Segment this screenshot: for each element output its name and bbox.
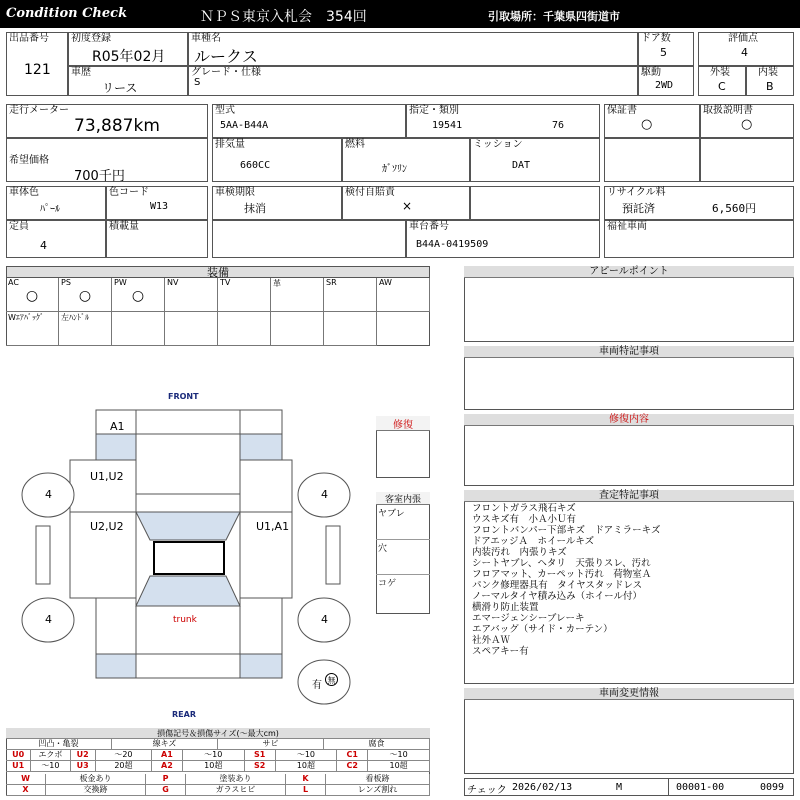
legend-size: ～10: [183, 750, 245, 761]
inspection-label: 車検期限: [215, 187, 255, 198]
recycle-label: リサイクル料: [607, 187, 666, 198]
car-name-value: ルークス: [194, 47, 258, 66]
right-front-door-top: [240, 460, 292, 512]
legend-size: ～10: [368, 750, 430, 761]
desired-price-value: 700千円: [74, 169, 125, 184]
legend-size: 10超: [183, 761, 245, 772]
history-label: 車歴: [71, 67, 91, 78]
legend-meaning: 看板跡: [326, 774, 430, 785]
blank-box-4: [212, 220, 406, 258]
first-reg-value: R05年02月: [92, 49, 166, 65]
equipment-label-2: Wｴｱﾊﾞｯｸﾞ: [8, 313, 44, 322]
equipment-cell: [324, 278, 377, 312]
model-value: 5AA-B44A: [220, 120, 269, 131]
designation-label: 指定・類別: [409, 105, 459, 116]
manual-value: ○: [741, 117, 753, 132]
mission-value: DAT: [512, 160, 531, 171]
legend-code: P: [146, 774, 186, 785]
legend-code: S2: [245, 761, 276, 772]
capacity-label: 定員: [9, 221, 29, 232]
legend-code: L: [286, 785, 326, 796]
inspector-note-line: エマージェンシーブレーキ: [472, 613, 585, 624]
category-value: 76: [552, 120, 565, 131]
equipment-cell: [6, 278, 59, 312]
color-code-label: 色コード: [109, 187, 149, 198]
legend-title: 損傷記号＆損傷サイズ(～最大cm): [6, 728, 430, 739]
repair-content-title: 修復内容: [464, 414, 794, 426]
exterior-value: C: [718, 80, 726, 93]
chassis-label: 車台番号: [409, 221, 449, 232]
rating-value: 4: [741, 46, 748, 59]
inspector-note-line: パンク修理器具有 タイヤスタッドレス: [472, 580, 643, 591]
hood-mark: A1: [110, 420, 125, 433]
front-bumper-right: [240, 410, 282, 434]
right-sill: [326, 526, 340, 584]
legend-meaning: ガラスヒビ: [186, 785, 286, 796]
fuel-value: ｶﾞｿﾘﾝ: [382, 164, 407, 175]
rear-label: REAR: [172, 710, 196, 719]
front-left-light: [96, 434, 136, 460]
self-weight-value: ×: [402, 199, 413, 213]
legend-meaning: 交換跡: [46, 785, 146, 796]
car-diagram: [0, 400, 380, 710]
grade-value: S: [194, 77, 201, 88]
inspector-note-line: 横滑り防止装置: [472, 602, 539, 613]
drive-label: 駆動: [641, 67, 661, 78]
lot-number-label: 出品番号: [9, 33, 49, 44]
equipment-cell-2: [218, 312, 271, 346]
right-door-mark: U1,A1: [256, 520, 290, 533]
displacement-label: 排気量: [215, 139, 245, 150]
code-1: 00001-00: [676, 782, 725, 793]
legend-code: C1: [337, 750, 368, 761]
color-value: ﾊﾟｰﾙ: [40, 204, 60, 215]
recycle-status: 預託済: [622, 202, 655, 215]
equipment-label: TV: [220, 278, 231, 287]
equipment-cell: [271, 278, 324, 312]
legend-code: A1: [152, 750, 183, 761]
tire-front-left-value: 4: [45, 488, 52, 501]
interior-grade-label: 内装: [758, 67, 778, 78]
pickup-location: 引取場所：千葉県四街道市: [488, 10, 620, 23]
blank-box-1: [604, 138, 700, 182]
equipment-cell: [59, 278, 112, 312]
legend-code: C2: [337, 761, 368, 772]
legend-code: K: [286, 774, 326, 785]
front-left-door-mark: U1,U2: [90, 470, 124, 483]
interior-divider-1: [376, 539, 430, 540]
welfare-label: 福祉車両: [607, 221, 647, 232]
repair-title: 修復: [376, 416, 430, 431]
capacity-value: 4: [40, 239, 47, 252]
car-name-label: 車種名: [191, 33, 221, 44]
equipment-title: 装備: [6, 266, 430, 278]
legend-code: U3: [71, 761, 96, 772]
inspector-note-line: 社外ＡＷ: [472, 635, 511, 646]
equipment-label: AC: [8, 278, 19, 287]
roof-panel: [154, 542, 224, 574]
grade-label: グレード・仕様: [191, 67, 261, 78]
legend-size: 20超: [96, 761, 152, 772]
equipment-cell-2: [271, 312, 324, 346]
front-label: FRONT: [168, 392, 199, 401]
hood-panel: [136, 434, 240, 494]
legend-code: W: [6, 774, 46, 785]
color-code-value: W13: [150, 201, 169, 212]
legend-code: X: [6, 785, 46, 796]
color-label: 車体色: [9, 187, 39, 198]
inspector-note-line: シートヤブレ、ヘタリ 天張りスレ、汚れ: [472, 558, 651, 569]
load-label: 積載量: [109, 221, 139, 232]
tire-front-right-value: 4: [321, 488, 328, 501]
spare-tire-label: 有: [312, 680, 322, 691]
odometer-label: 走行メーター: [9, 105, 69, 116]
desired-price-label: 希望価格: [9, 155, 49, 166]
legend-meaning: レンズ割れ: [326, 785, 430, 796]
rear-left-light: [96, 654, 136, 678]
equipment-label: NV: [167, 278, 179, 287]
inspector-notes: [472, 503, 660, 657]
tire-rear-left-value: 4: [45, 613, 52, 626]
rear-bumper-center: [136, 654, 240, 678]
legend-group-header: 凹凸・亀裂: [6, 739, 112, 750]
history-value: リース: [102, 81, 138, 95]
equipment-mark: ○: [131, 288, 145, 304]
rear-right-quarter: [240, 598, 282, 654]
special-title: 車両特記事項: [464, 346, 794, 358]
spare-tire: [298, 660, 350, 704]
warranty-value: ○: [641, 117, 653, 132]
legend-code: A2: [152, 761, 183, 772]
equipment-label: PS: [61, 278, 71, 287]
spare-tire-mark: 無: [325, 673, 338, 686]
equipment-cell: [112, 278, 165, 312]
fuel-label: 燃料: [345, 139, 365, 150]
drive-value: 2WD: [655, 80, 674, 91]
legend-meaning: 塗装あり: [186, 774, 286, 785]
left-front-door: [70, 460, 136, 512]
check-date: 2026/02/13: [512, 782, 573, 793]
interior-item-tear: ヤブレ: [378, 509, 405, 519]
mission-label: ミッション: [473, 139, 523, 150]
warranty-label: 保証書: [607, 105, 637, 116]
auction-title: ＮＰＳ東京入札会 354回: [200, 9, 367, 25]
odometer-value: 73,887km: [74, 116, 160, 136]
legend-code: U2: [71, 750, 96, 761]
footer-divider: [668, 778, 669, 796]
recycle-value: 6,560円: [712, 202, 757, 215]
legend-size: エクボ: [31, 750, 70, 761]
manual-label: 取扱説明書: [703, 105, 753, 116]
equipment-mark: ○: [78, 288, 92, 304]
inspector-note-line: フロントガラス飛石キズ: [472, 503, 576, 514]
inspector-note-line: ウスキズ有 小Ａ小Ｕ有: [472, 514, 577, 525]
legend-meaning: 板金あり: [46, 774, 146, 785]
trunk-label: trunk: [173, 615, 197, 625]
self-weight-label: 検付自賠責: [345, 187, 395, 198]
front-right-light: [240, 434, 282, 460]
legend-size: 10超: [276, 761, 338, 772]
equipment-label: SR: [326, 278, 337, 287]
check-mark: M: [616, 782, 623, 793]
inspector-note-line: フロアマット、カーペット汚れ 荷物室Ａ: [472, 569, 652, 580]
condition-check-title: Condition Check: [6, 6, 128, 21]
displacement-value: 660CC: [240, 160, 271, 171]
legend-group-header: サビ: [218, 739, 324, 750]
designation-value: 19541: [432, 120, 463, 131]
inspector-note-line: ノーマルタイヤ積み込み（ホイール付）: [472, 591, 642, 602]
legend-size: ～10: [31, 761, 70, 772]
equipment-cell: [218, 278, 271, 312]
equipment-cell-2: [6, 312, 59, 346]
rear-left-door-mark: U2,U2: [90, 520, 124, 533]
blank-box-3: [470, 186, 600, 220]
rear-left-quarter: [96, 598, 136, 654]
legend-code: G: [146, 785, 186, 796]
lot-number-value: 121: [24, 62, 51, 78]
interior-title: 客室内張: [376, 492, 430, 505]
legend-size: 10超: [368, 761, 430, 772]
check-label: チェック: [467, 785, 507, 796]
inspector-note-line: エアバッグ（サイド・カーテン）: [472, 624, 613, 635]
trunk-panel: [136, 606, 240, 654]
interior-grade-value: B: [766, 80, 774, 93]
equipment-label: PW: [114, 278, 127, 287]
equipment-cell-2: [59, 312, 112, 346]
interior-item-hole: 穴: [378, 544, 388, 554]
windshield: [136, 512, 240, 540]
legend-size: ～10: [276, 750, 338, 761]
first-reg-label: 初度登録: [71, 33, 111, 44]
inspector-note-line: フロントバンパー下部キズ ドアミラーキズ: [472, 525, 661, 536]
equipment-cell: [165, 278, 218, 312]
doors-label: ドア数: [641, 33, 671, 44]
inspector-note-line: スペアキー有: [472, 646, 529, 657]
inspector-title: 査定特記事項: [464, 490, 794, 502]
legend-code: U1: [6, 761, 31, 772]
equipment-label: AW: [379, 278, 392, 287]
equipment-cell-2: [324, 312, 377, 346]
equipment-mark: ○: [25, 288, 39, 304]
appeal-title: アピールポイント: [464, 266, 794, 278]
equipment-cell: [377, 278, 430, 312]
equipment-label-2: 左ﾊﾝﾄﾞﾙ: [61, 313, 89, 322]
doors-value: 5: [660, 46, 667, 59]
change-title: 車両変更情報: [464, 688, 794, 700]
inspection-value: 抹消: [244, 202, 266, 215]
legend-size: ～20: [96, 750, 152, 761]
legend-code: U0: [6, 750, 31, 761]
code-2: 0099: [760, 782, 785, 793]
equipment-cell-2: [165, 312, 218, 346]
rear-window: [136, 576, 240, 606]
rating-label: 評価点: [728, 33, 758, 44]
interior-item-burn: コゲ: [378, 579, 397, 589]
chassis-value: B44A-0419509: [416, 239, 489, 250]
inspector-note-line: ドアエッジＡ ホイールキズ: [472, 536, 595, 547]
legend-code: S1: [245, 750, 276, 761]
tire-rear-right-value: 4: [321, 613, 328, 626]
equipment-cell-2: [112, 312, 165, 346]
blank-box-2: [700, 138, 794, 182]
change-panel: [464, 688, 794, 774]
exterior-label: 外装: [710, 67, 730, 78]
legend-group-header: 線キズ: [112, 739, 218, 750]
legend-group-header: 腐食: [324, 739, 430, 750]
inspector-note-line: 内装汚れ 内張りキズ: [472, 547, 567, 558]
model-label: 型式: [215, 105, 235, 116]
interior-divider-2: [376, 574, 430, 575]
rear-right-light: [240, 654, 282, 678]
left-sill: [36, 526, 50, 584]
equipment-label: 革: [273, 279, 281, 288]
